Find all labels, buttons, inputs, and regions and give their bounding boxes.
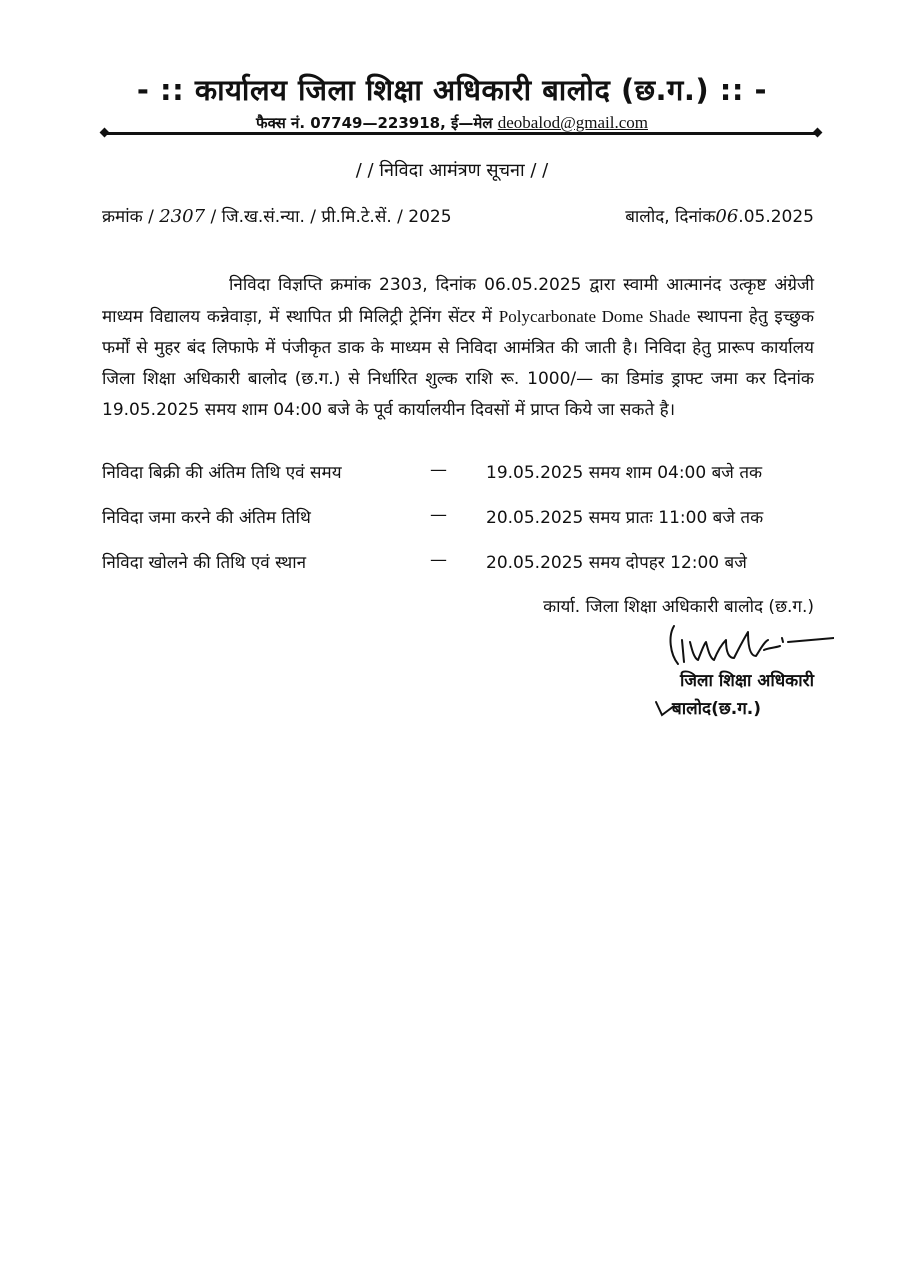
handwritten-day: 06 bbox=[715, 206, 739, 227]
schedule-value: 20.05.2025 समय प्रातः 11:00 बजे तक bbox=[486, 508, 764, 528]
notice-heading: / / निविदा आमंत्रण सूचना / / bbox=[355, 160, 549, 181]
reference-date: बालोद, दिनांक06.05.2025 bbox=[625, 206, 814, 227]
header-divider bbox=[104, 132, 818, 135]
schedule-row bbox=[102, 550, 814, 595]
english-term: Polycarbonate Dome Shade bbox=[498, 307, 691, 326]
schedule-list bbox=[102, 460, 814, 595]
signature-icon bbox=[664, 620, 834, 672]
office-line: कार्या. जिला शिक्षा अधिकारी बालोद (छ.ग.) bbox=[543, 597, 814, 617]
schedule-value: 20.05.2025 समय दोपहर 12:00 बजे bbox=[486, 553, 747, 573]
office-contact bbox=[0, 113, 904, 133]
schedule-label: निविदा खोलने की तिथि एवं स्थान bbox=[102, 553, 307, 573]
signatory-place: बालोद(छ.ग.) bbox=[672, 699, 762, 719]
schedule-dash: — bbox=[430, 505, 447, 525]
schedule-label: निविदा जमा करने की अंतिम तिथि bbox=[102, 508, 311, 528]
schedule-label: निविदा बिक्री की अंतिम तिथि एवं समय bbox=[102, 463, 342, 483]
office-title: - :: कार्यालय जिला शिक्षा अधिकारी बालोद (छ.ग.) :: - bbox=[136, 73, 768, 107]
schedule-value: 19.05.2025 समय शाम 04:00 बजे तक bbox=[486, 463, 763, 483]
schedule-dash: — bbox=[430, 460, 447, 480]
email-link[interactable]: deobalod@gmail.com bbox=[497, 113, 648, 132]
fax-text: फैक्स नं. 07749—223918, ई—मेल bbox=[256, 114, 493, 132]
schedule-row bbox=[102, 505, 814, 550]
handwritten-number: 2307 bbox=[159, 206, 206, 227]
schedule-dash: — bbox=[430, 550, 447, 570]
notice-body: निविदा विज्ञप्ति क्रमांक 2303, दिनांक 06.05.2025 द्वारा स्वामी आत्मानंद उत्कृष्ट अंग्रेजी माध्यम विद्यालय कन्नेवाड़ा, में स्थापित प्री मिलिट्री ट्रेनिंग सेंटर में Polycarbonate Dome Shade स्थापना हेतु इच्छुक फर्मों से मुहर बंद लिफाफे में पंजीकृत डाक के माध्यम से निविदा आमंत्रित की जाती है। निविदा हेतु प्रारूप कार्यालय जिला शिक्षा अधिकारी बालोद (छ.ग.) से निर्धारित शुल्क राशि रू. 1000/— का डिमांड ड्राफ्ट जमा कर दिनांक 19.05.2025 समय शाम 04:00 बजे के पूर्व कार्यालयीन दिवसों में प्राप्त किये जा सकते है। bbox=[102, 275, 815, 420]
signatory-title: जिला शिक्षा अधिकारी bbox=[680, 671, 814, 691]
reference-number: क्रमांक / 2307 / जि.ख.सं.न्या. / प्री.मि.टे.सें. / 2025 bbox=[102, 206, 452, 227]
schedule-row bbox=[102, 460, 814, 505]
